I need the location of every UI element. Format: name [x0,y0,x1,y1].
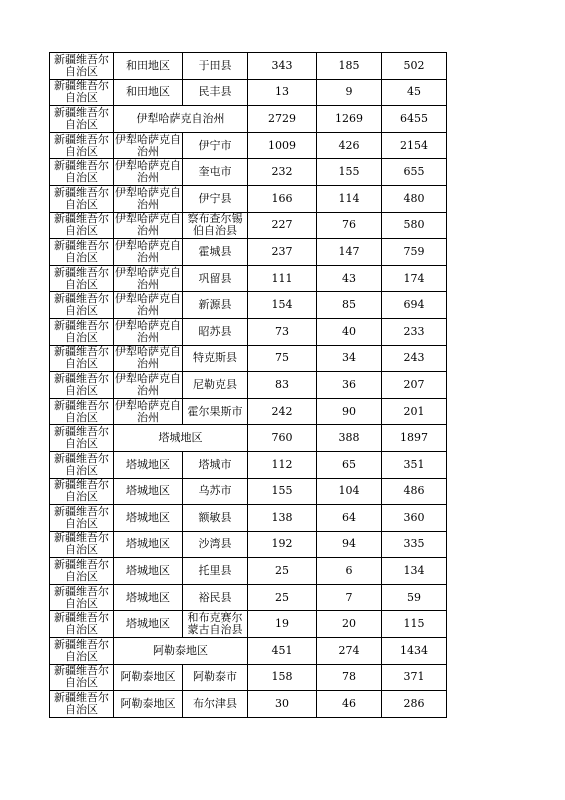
value-cell-1: 25 [248,558,317,585]
region-cell: 新疆维吾尔自治区 [50,212,114,239]
region-cell: 新疆维吾尔自治区 [50,159,114,186]
value-cell-3: 502 [382,53,447,80]
table-row [50,451,447,478]
county-cell: 额敏县 [183,505,248,532]
value-cell-1: 227 [248,212,317,239]
table-row [50,372,447,399]
value-cell-2: 9 [317,79,382,106]
county-cell: 塔城市 [183,451,248,478]
region-cell: 新疆维吾尔自治区 [50,451,114,478]
value-cell-3: 243 [382,345,447,372]
region-cell: 新疆维吾尔自治区 [50,584,114,611]
table-row [50,478,447,505]
region-cell: 新疆维吾尔自治区 [50,531,114,558]
county-cell: 乌苏市 [183,478,248,505]
value-cell-1: 30 [248,691,317,718]
value-cell-2: 6 [317,558,382,585]
prefecture-cell: 伊犁哈萨克自治州 [115,159,181,185]
prefecture-cell: 阿勒泰地区 [114,691,183,718]
value-cell-3: 115 [382,611,447,638]
prefecture-cell: 伊犁哈萨克自治州 [115,265,181,291]
value-cell-1: 158 [248,664,317,691]
value-cell-1: 75 [248,345,317,372]
value-cell-2: 426 [317,132,382,159]
table-row [50,558,447,585]
prefecture-cell: 伊犁哈萨克自治州 [115,318,181,344]
value-cell-1: 232 [248,159,317,186]
table-row [50,664,447,691]
region-cell: 新疆维吾尔自治区 [50,185,114,212]
county-cell: 沙湾县 [183,531,248,558]
value-cell-1: 1009 [248,132,317,159]
value-cell-3: 351 [382,451,447,478]
table-row [50,611,447,638]
table-row [50,212,447,239]
data-table [49,52,447,718]
value-cell-1: 25 [248,584,317,611]
value-cell-3: 759 [382,239,447,266]
value-cell-3: 480 [382,185,447,212]
prefecture-cell: 和田地区 [114,53,183,80]
value-cell-3: 207 [382,372,447,399]
table-row [50,159,447,186]
region-cell: 新疆维吾尔自治区 [50,318,114,345]
table-row [50,292,447,319]
value-cell-3: 655 [382,159,447,186]
value-cell-3: 580 [382,212,447,239]
table-row [50,345,447,372]
region-cell: 新疆维吾尔自治区 [50,265,114,292]
table-row [50,265,447,292]
value-cell-2: 185 [317,53,382,80]
value-cell-3: 335 [382,531,447,558]
value-cell-1: 73 [248,318,317,345]
region-cell: 新疆维吾尔自治区 [50,292,114,319]
value-cell-3: 1897 [382,425,447,452]
value-cell-2: 94 [317,531,382,558]
region-cell: 新疆维吾尔自治区 [50,398,114,425]
prefecture-cell: 塔城地区 [114,584,183,611]
value-cell-1: 155 [248,478,317,505]
region-cell: 新疆维吾尔自治区 [50,505,114,532]
region-cell: 新疆维吾尔自治区 [50,132,114,159]
county-cell: 奎屯市 [183,159,248,186]
table-row [50,132,447,159]
region-cell: 新疆维吾尔自治区 [50,478,114,505]
region-cell: 新疆维吾尔自治区 [50,79,114,106]
table-row [50,318,447,345]
county-cell: 托里县 [183,558,248,585]
value-cell-2: 85 [317,292,382,319]
county-cell: 和布克赛尔蒙古自治县 [183,611,248,638]
prefecture-cell: 塔城地区 [114,531,183,558]
county-cell: 尼勒克县 [183,372,248,399]
value-cell-3: 174 [382,265,447,292]
value-cell-2: 90 [317,398,382,425]
prefecture-cell: 塔城地区 [114,451,183,478]
county-cell: 阿勒泰市 [183,664,248,691]
region-cell: 新疆维吾尔自治区 [50,372,114,399]
table-row [50,53,447,80]
value-cell-3: 1434 [382,638,447,665]
region-cell: 新疆维吾尔自治区 [50,106,114,133]
value-cell-2: 274 [317,638,382,665]
value-cell-3: 233 [382,318,447,345]
prefecture-cell: 伊犁哈萨克自治州 [115,212,181,238]
value-cell-2: 1269 [317,106,382,133]
value-cell-3: 201 [382,398,447,425]
table-row [50,239,447,266]
value-cell-2: 43 [317,265,382,292]
prefecture-cell: 塔城地区 [114,611,183,638]
value-cell-1: 2729 [248,106,317,133]
value-cell-3: 694 [382,292,447,319]
table-row [50,531,447,558]
region-cell: 新疆维吾尔自治区 [50,239,114,266]
county-cell: 霍尔果斯市 [183,398,248,425]
prefecture-cell: 伊犁哈萨克自治州 [115,371,181,397]
value-cell-2: 64 [317,505,382,532]
region-cell: 新疆维吾尔自治区 [50,425,114,452]
table-row [50,79,447,106]
region-cell: 新疆维吾尔自治区 [50,611,114,638]
value-cell-3: 371 [382,664,447,691]
prefecture-cell: 伊犁哈萨克自治州 [115,132,181,158]
value-cell-2: 155 [317,159,382,186]
table-row [50,398,447,425]
region-cell: 新疆维吾尔自治区 [50,638,114,665]
prefecture-cell: 和田地区 [114,79,183,106]
county-cell: 于田县 [183,53,248,80]
value-cell-2: 40 [317,318,382,345]
prefecture-total-cell: 塔城地区 [114,425,248,452]
county-cell: 霍城县 [183,239,248,266]
prefecture-cell: 伊犁哈萨克自治州 [115,292,181,318]
prefecture-cell: 伊犁哈萨克自治州 [115,238,181,264]
value-cell-2: 388 [317,425,382,452]
table-row [50,185,447,212]
county-cell: 民丰县 [183,79,248,106]
value-cell-2: 76 [317,212,382,239]
value-cell-3: 486 [382,478,447,505]
value-cell-2: 20 [317,611,382,638]
value-cell-2: 104 [317,478,382,505]
county-cell: 伊宁县 [183,185,248,212]
region-cell: 新疆维吾尔自治区 [50,345,114,372]
value-cell-3: 45 [382,79,447,106]
value-cell-2: 46 [317,691,382,718]
county-cell: 新源县 [183,292,248,319]
value-cell-1: 242 [248,398,317,425]
prefecture-cell: 伊犁哈萨克自治州 [115,345,181,371]
prefecture-total-cell: 阿勒泰地区 [114,638,248,665]
prefecture-cell: 伊犁哈萨克自治州 [115,185,181,211]
value-cell-1: 19 [248,611,317,638]
value-cell-1: 138 [248,505,317,532]
county-cell: 巩留县 [183,265,248,292]
county-cell: 布尔津县 [183,691,248,718]
value-cell-3: 286 [382,691,447,718]
county-cell: 伊宁市 [183,132,248,159]
value-cell-1: 154 [248,292,317,319]
value-cell-1: 111 [248,265,317,292]
region-cell: 新疆维吾尔自治区 [50,53,114,80]
value-cell-3: 6455 [382,106,447,133]
value-cell-1: 760 [248,425,317,452]
value-cell-3: 134 [382,558,447,585]
value-cell-1: 451 [248,638,317,665]
region-cell: 新疆维吾尔自治区 [50,664,114,691]
prefecture-cell: 塔城地区 [114,478,183,505]
value-cell-2: 7 [317,584,382,611]
value-cell-1: 237 [248,239,317,266]
value-cell-3: 59 [382,584,447,611]
value-cell-1: 166 [248,185,317,212]
value-cell-2: 147 [317,239,382,266]
county-cell: 裕民县 [183,584,248,611]
table-row [50,425,447,452]
region-cell: 新疆维吾尔自治区 [50,558,114,585]
prefecture-cell: 塔城地区 [114,505,183,532]
value-cell-1: 13 [248,79,317,106]
table-body [50,53,447,718]
table-row [50,691,447,718]
region-cell: 新疆维吾尔自治区 [50,691,114,718]
value-cell-2: 114 [317,185,382,212]
value-cell-3: 360 [382,505,447,532]
county-cell: 昭苏县 [183,318,248,345]
table-row [50,106,447,133]
prefecture-cell: 塔城地区 [114,558,183,585]
table-row [50,505,447,532]
value-cell-2: 34 [317,345,382,372]
table-row [50,584,447,611]
value-cell-2: 78 [317,664,382,691]
county-cell: 特克斯县 [183,345,248,372]
value-cell-1: 192 [248,531,317,558]
prefecture-cell: 伊犁哈萨克自治州 [115,398,181,424]
value-cell-1: 112 [248,451,317,478]
county-cell: 察布查尔锡伯自治县 [183,212,248,239]
value-cell-2: 65 [317,451,382,478]
value-cell-1: 83 [248,372,317,399]
value-cell-2: 36 [317,372,382,399]
value-cell-3: 2154 [382,132,447,159]
prefecture-cell: 阿勒泰地区 [114,664,183,691]
value-cell-1: 343 [248,53,317,80]
prefecture-total-cell: 伊犁哈萨克自治州 [114,106,248,133]
table-row [50,638,447,665]
